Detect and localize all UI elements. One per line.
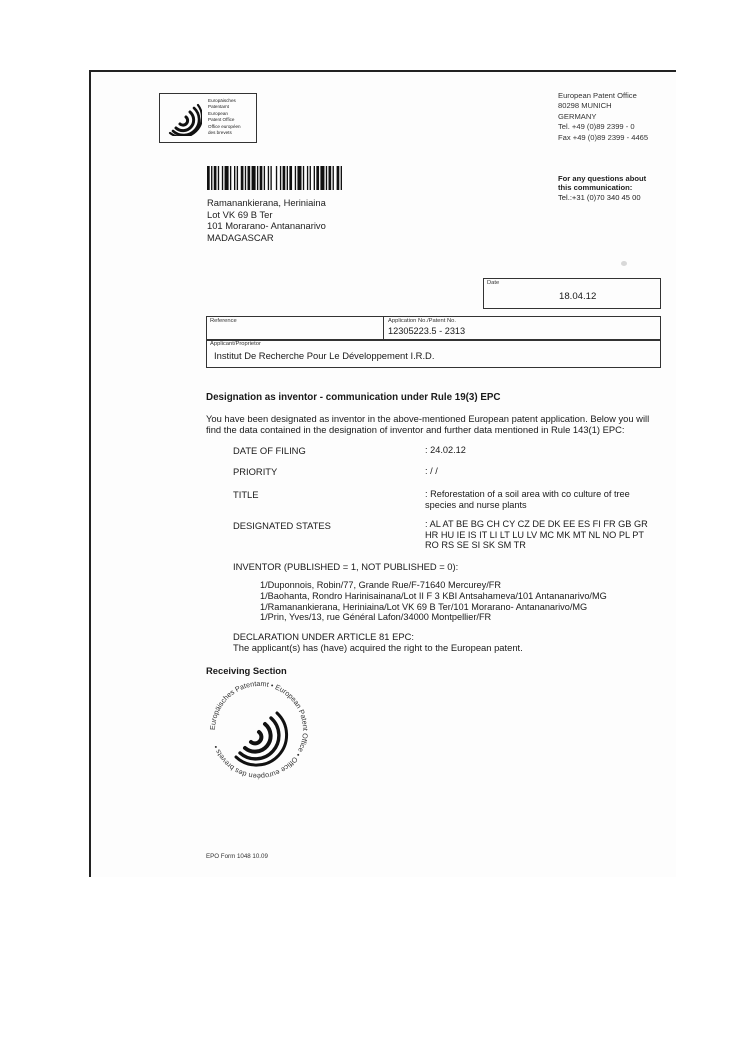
address-line: 80298 MUNICH: [558, 101, 612, 111]
barcode-bar: [333, 166, 334, 190]
inventor-entry: 1/Baohanta, Rondro Harinisainana/Lot II F 3 KBI Antsahameva/101 Antananarivo/MG: [260, 590, 607, 601]
questions-title: this communication:: [558, 183, 633, 193]
barcode-bar: [264, 166, 265, 190]
scan-smudge: [621, 261, 627, 266]
barcode-bar: [248, 166, 251, 190]
logo-text-en-2: Patent Office: [208, 116, 235, 122]
reference-box: [206, 316, 661, 340]
barcode: [207, 166, 400, 190]
recipient-line: 101 Morarano- Antananarivo: [207, 220, 326, 232]
barcode-bar: [260, 166, 263, 190]
designated-states-label: DESIGNATED STATES: [233, 520, 331, 531]
declaration-title: DECLARATION UNDER ARTICLE 81 EPC:: [233, 631, 414, 642]
logo-text-de-2: Patentamt: [208, 103, 229, 109]
barcode-bar: [289, 166, 292, 190]
barcode-bar: [218, 166, 219, 190]
intro-paragraph: You have been designated as inventor in the above-mentioned European patent application. Below you will find the data contained in the designation of inventor and further data mentioned in Rule 143(1) EPC:: [206, 413, 650, 435]
questions-phone: Tel.:+31 (0)70 340 45 00: [558, 192, 641, 202]
barcode-bar: [222, 166, 223, 190]
barcode-bar: [252, 166, 256, 190]
application-label: Application No./Patent No.: [388, 318, 456, 324]
barcode-bar: [280, 166, 281, 190]
seal-logo-mark: [236, 713, 287, 765]
date-label: Date: [487, 280, 500, 286]
barcode-bar: [297, 166, 301, 190]
date-box: [483, 278, 661, 309]
declaration-text: The applicant(s) has (have) acquired the right to the European patent.: [233, 641, 523, 653]
address-line: European Patent Office: [558, 91, 637, 100]
inventor-list: [260, 580, 607, 623]
barcode-bar: [214, 166, 217, 190]
barcode-bar: [287, 166, 288, 190]
epo-seal: [203, 674, 315, 786]
logo-text-en-1: European: [208, 111, 228, 117]
form-number: EPO Form 1048 10.09: [206, 853, 268, 860]
date-value: 18.04.12: [559, 291, 597, 302]
priority-label: PRIORITY: [233, 466, 278, 477]
filing-date-value: : 24.02.12: [425, 445, 466, 455]
barcode-bar: [257, 166, 258, 190]
barcode-bar: [225, 166, 229, 190]
title-value: : Reforestation of a soil area with co culture of tree species and nurse plants: [425, 489, 630, 510]
inventor-entry: 1/Ramanankierana, Heriniaina/Lot VK 69 B Ter/101 Morarano- Antananarivo/MG: [260, 601, 588, 612]
barcode-bar: [337, 166, 340, 190]
barcode-bar: [230, 166, 231, 190]
address-line: Tel. +49 (0)89 2399 - 0: [558, 122, 635, 132]
address-line: Fax +49 (0)89 2399 - 4465: [558, 132, 649, 142]
logo-text-fr-1: Office européen: [208, 124, 241, 130]
barcode-bar: [283, 166, 286, 190]
seal-text: Europäisches Patentamt • European Patent Office • Office européen des brevets •: [207, 678, 311, 782]
barcode-bar: [270, 166, 271, 190]
logo-text-fr-2: des brevets: [208, 129, 232, 135]
inventor-entry: 1/Duponnois, Robin/77, Grande Rue/F-71640 Mercurey/FR: [260, 580, 502, 590]
barcode-bar: [326, 166, 327, 190]
application-number: 12305223.5 - 2313: [388, 326, 466, 336]
inventor-entry: 1/Prin, Yves/13, rue Général Lafon/34000 Montpellier/FR: [260, 612, 492, 623]
inventor-heading: INVENTOR (PUBLISHED = 1, NOT PUBLISHED = 0):: [233, 561, 459, 572]
address-line: GERMANY: [558, 111, 597, 121]
barcode-bar: [268, 166, 269, 190]
recipient-address: [207, 197, 326, 243]
reference-label: Reference: [210, 318, 237, 324]
barcode-bar: [237, 166, 238, 190]
questions-contact: [558, 174, 646, 202]
filing-date-label: DATE OF FILING: [233, 445, 306, 456]
applicant-label: Applicant/Proprietor: [210, 341, 261, 347]
barcode-bar: [341, 166, 342, 190]
declaration: [233, 632, 523, 653]
barcode-bar: [295, 166, 296, 190]
designated-states-value: : AL AT BE BG CH CY CZ DE DK EE ES FI FR GB GR HR HU IE IS IT LI LT LU LV MC MK MT NL NO PL PT RO RS SE SI SK SM TR: [425, 519, 648, 551]
recipient-line: MADAGASCAR: [207, 231, 274, 243]
priority-value: : / /: [425, 466, 438, 476]
epo-logo: [159, 93, 257, 143]
barcode-bar: [320, 166, 324, 190]
questions-title: For any questions about: [558, 174, 647, 183]
barcode-bar: [329, 166, 332, 190]
receiving-section-label: Receiving Section: [206, 665, 287, 676]
recipient-line: Ramanankierana, Heriniaina: [207, 197, 326, 208]
office-address: [558, 91, 648, 143]
applicant-box: [206, 340, 661, 368]
epo-logo-mark: [168, 100, 202, 136]
logo-text-de-1: Europäisches: [208, 98, 236, 103]
barcode-bar: [234, 166, 235, 190]
barcode-bar: [307, 166, 308, 190]
barcode-bar: [245, 166, 246, 190]
recipient-line: Lot VK 69 B Ter: [207, 208, 273, 220]
barcode-bar: [207, 166, 210, 190]
box-divider: [383, 317, 384, 339]
barcode-bar: [241, 166, 244, 190]
barcode-bar: [276, 166, 277, 190]
barcode-bar: [314, 166, 315, 190]
title-label: TITLE: [233, 489, 259, 500]
communication-heading: Designation as inventor - communication under Rule 19(3) EPC: [206, 392, 501, 403]
barcode-bar: [310, 166, 311, 190]
barcode-bar: [211, 166, 212, 190]
barcode-bar: [303, 166, 304, 190]
applicant-name: Institut De Recherche Pour Le Développement I.R.D.: [214, 350, 435, 361]
barcode-bar: [316, 166, 319, 190]
